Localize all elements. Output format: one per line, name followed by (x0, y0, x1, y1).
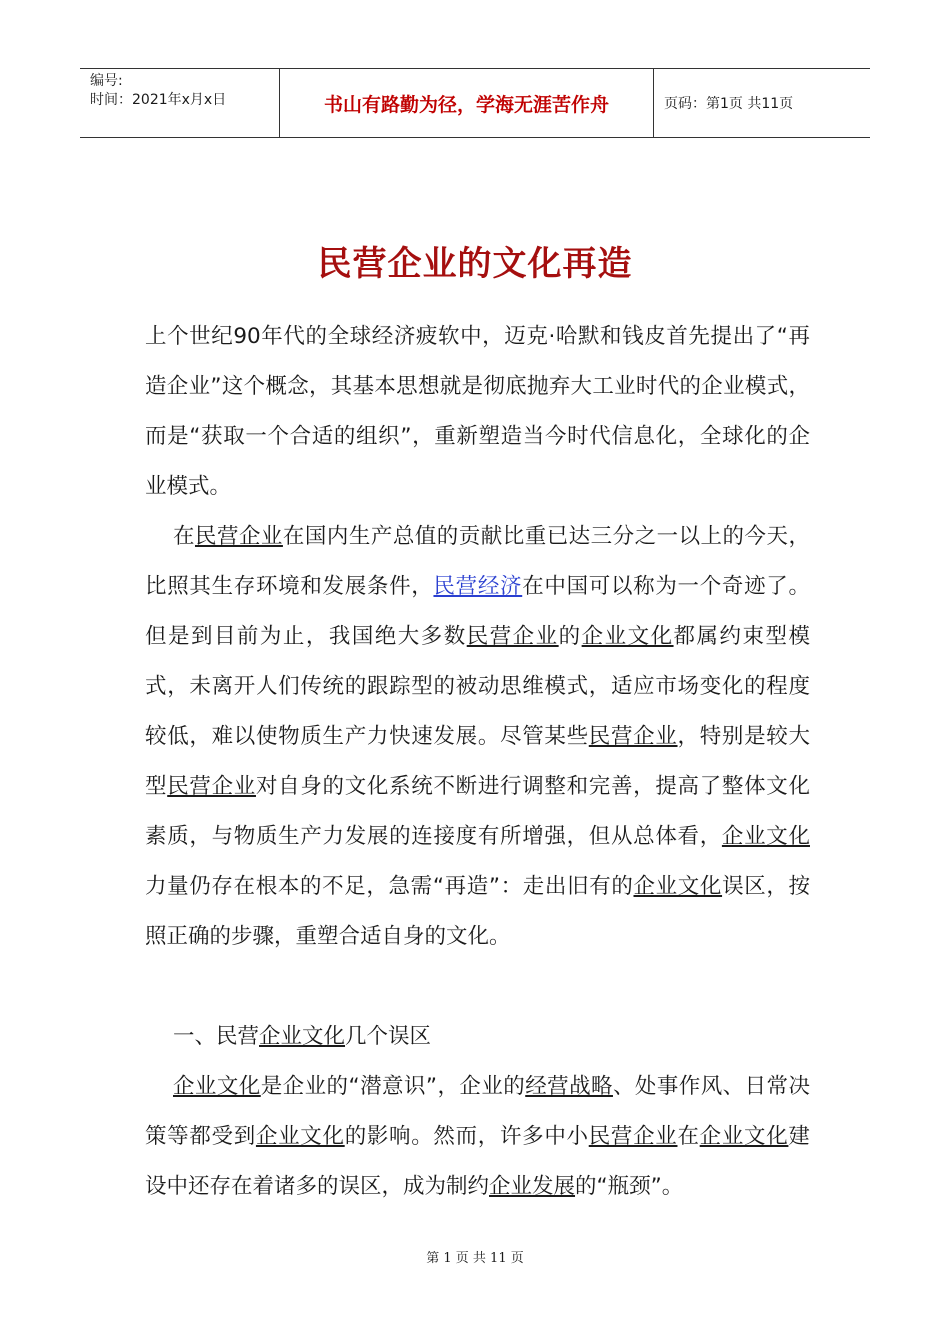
text-run: 一、民营 (173, 1024, 260, 1049)
term-link[interactable]: 民营企业 (466, 624, 559, 649)
text-run: 的 (558, 624, 582, 649)
text-run: 几个误区 (345, 1024, 432, 1049)
hyperlink-private-economy[interactable]: 民营经济 (433, 574, 523, 599)
term-link[interactable]: 企业发展 (489, 1174, 576, 1199)
text-run: 力量仍存在根本的不足，急需“再造”：走出旧有的 (145, 874, 634, 899)
text-run: 在中国可以称为一个奇迹了。但是到目前为止，我国绝大多数 (145, 574, 810, 649)
text-run: 的“瓶颈”。 (575, 1174, 684, 1199)
term-link[interactable]: 民营企业 (194, 524, 283, 549)
text-run: 在 (173, 524, 195, 549)
text-run: 对自身的文化系统不断进行调整和完善，提高了整体文化素质，与物质生产力发展的连接度有所增强，但从总体看， (145, 774, 810, 849)
text-run: ，特别是较大型 (145, 724, 810, 799)
term-link[interactable]: 企业文化 (633, 874, 723, 899)
term-link[interactable]: 企业文化 (259, 1024, 346, 1049)
paragraph-status (145, 512, 810, 962)
term-link[interactable]: 企业文化 (255, 1124, 345, 1149)
term-link[interactable]: 民营企业 (588, 1124, 678, 1149)
term-link[interactable]: 经营战略 (525, 1074, 613, 1099)
paragraph-culture (145, 1062, 810, 1212)
text-run: 是企业的“潜意识”，企业的 (260, 1074, 526, 1099)
term-link[interactable]: 民营企业 (167, 774, 256, 799)
text-run: 、处事作风、日常决策等都受到 (145, 1074, 810, 1149)
term-link[interactable]: 企业文化 (581, 624, 674, 649)
paragraph-intro: 上个世纪90年代的全球经济疲软中，迈克·哈默和钱皮首先提出了“再造企业”这个概念，其基本思想就是彻底抛弃大工业时代的企业模式，而是“获取一个合适的组织”，重新塑造当今时代信息化，全球化的企业模式。 (145, 324, 810, 499)
term-link[interactable]: 企业文化 (699, 1124, 789, 1149)
text-run: 在国内生产总值的贡献比重已达三分之一以上的今天，比照其生存环境和发展条件， (145, 524, 810, 599)
document-body (145, 312, 810, 1212)
text-run: 建设中还存在着诸多的误区，成为制约 (145, 1124, 810, 1199)
term-link[interactable]: 民营企业 (588, 724, 678, 749)
text-run: 误区，按照正确的步骤，重塑合适自身的文化。 (145, 874, 810, 949)
header-motto: 书山有路勤为径，学海无涯苦作舟 (280, 69, 654, 137)
text-run: 都属约束型模式，未离开人们传统的跟踪型的被动思维模式，适应市场变化的程度较低，难以使物质生产力快速发展。尽管某些 (145, 624, 810, 749)
section-heading (145, 1012, 810, 1062)
time-label: 时间：2021年x月x日 (90, 92, 227, 108)
header-page-info: 页码：第1页 共11页 (664, 96, 794, 112)
text-run: 在 (677, 1124, 700, 1149)
term-link[interactable]: 企业文化 (721, 824, 810, 849)
text-run: 的影响。然而，许多中小 (344, 1124, 589, 1149)
number-label: 编号: (90, 73, 123, 89)
term-link[interactable]: 企业文化 (173, 1074, 261, 1099)
header-meta (80, 69, 280, 137)
page-header (80, 68, 870, 138)
document-title: 民营企业的文化再造 (317, 244, 633, 284)
page-footer: 第 1 页 共 11 页 (426, 1251, 524, 1266)
